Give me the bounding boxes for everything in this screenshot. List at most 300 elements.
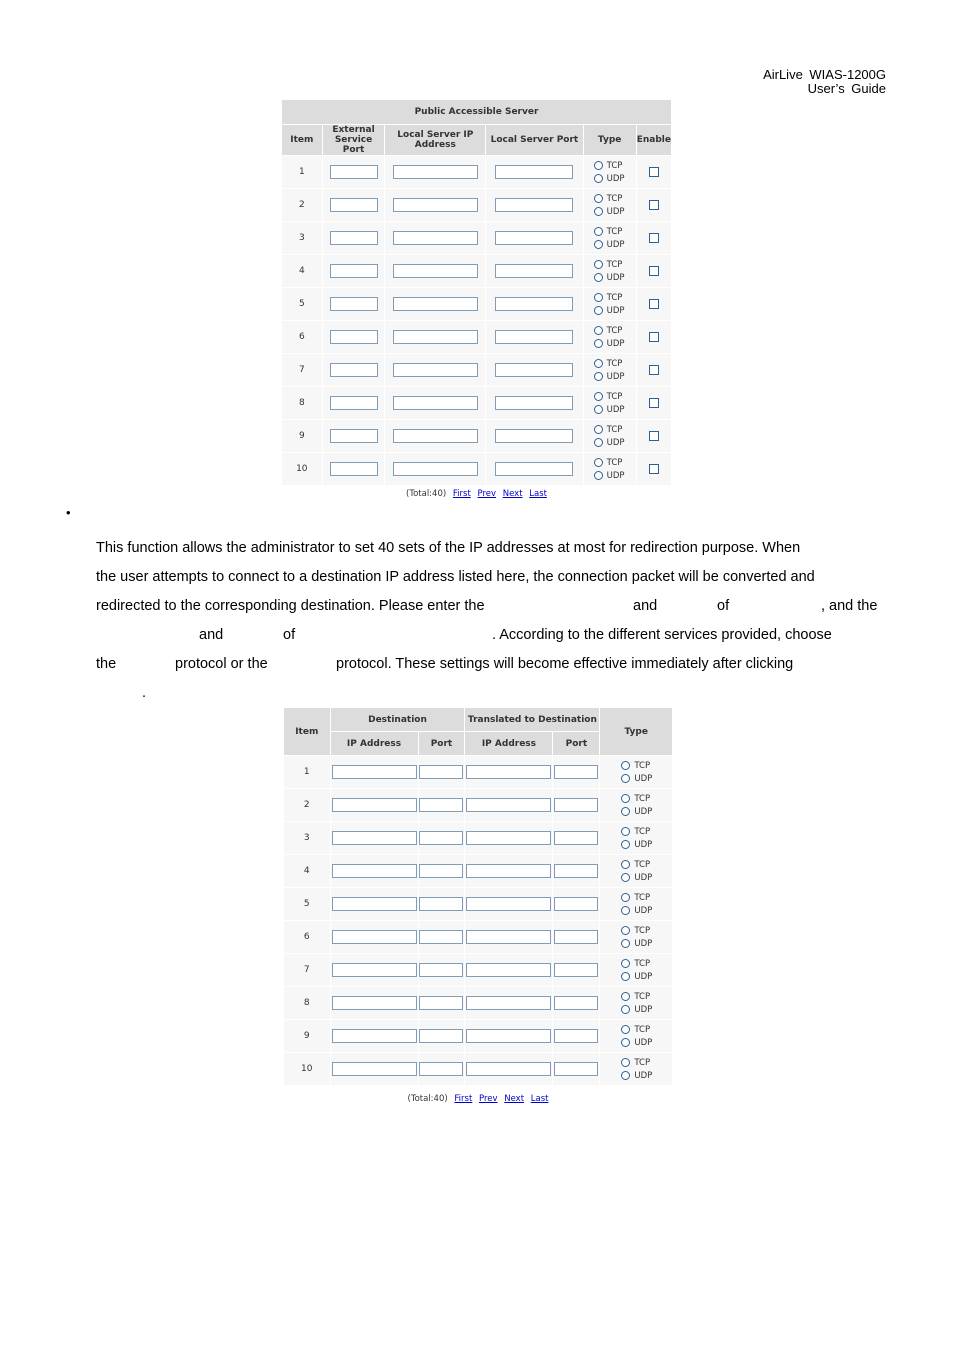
tcp-radio[interactable] xyxy=(621,1058,672,1068)
radio-circle[interactable] xyxy=(621,794,630,803)
udp-radio[interactable] xyxy=(621,840,672,850)
local-server-port-input[interactable] xyxy=(495,429,573,443)
dest-port-cell xyxy=(418,888,465,921)
udp-radio[interactable] xyxy=(594,372,636,382)
item-number: 6 xyxy=(284,921,331,954)
pager-prev-link[interactable]: Prev xyxy=(477,489,497,499)
udp-radio[interactable] xyxy=(594,174,636,184)
table-row xyxy=(284,1053,673,1086)
table-row xyxy=(282,321,672,354)
radio-label: TCP xyxy=(634,892,651,903)
radio-label: TCP xyxy=(606,358,623,369)
group-destination: Destination xyxy=(330,708,465,732)
translated-port-input[interactable] xyxy=(554,897,598,911)
translated-ip-input[interactable] xyxy=(466,765,551,779)
type-cell xyxy=(583,255,636,288)
radio-circle[interactable] xyxy=(594,471,603,480)
tcp-radio[interactable] xyxy=(594,227,636,237)
local-server-port-input[interactable] xyxy=(495,330,573,344)
external-port-cell xyxy=(322,156,385,189)
radio-circle[interactable] xyxy=(594,227,603,236)
tcp-radio[interactable] xyxy=(594,161,636,171)
local-ip-cell xyxy=(385,387,486,420)
enable-cell xyxy=(636,321,671,354)
tcp-radio[interactable] xyxy=(594,293,636,303)
type-cell xyxy=(583,222,636,255)
pager-last-link[interactable]: Last xyxy=(529,489,547,499)
radio-circle[interactable] xyxy=(621,959,630,968)
radio-label: UDP xyxy=(634,971,653,982)
destination-port-input[interactable] xyxy=(419,831,463,845)
radio-circle[interactable] xyxy=(594,260,603,269)
destination-ip-input[interactable] xyxy=(332,1029,417,1043)
type-cell xyxy=(600,855,673,888)
item-number: 10 xyxy=(284,1053,331,1086)
local-server-ip-input[interactable] xyxy=(393,231,478,245)
radio-circle[interactable] xyxy=(621,807,630,816)
enable-checkbox[interactable] xyxy=(649,332,659,342)
udp-radio[interactable] xyxy=(594,339,636,349)
radio-circle[interactable] xyxy=(621,827,630,836)
table-row xyxy=(282,156,672,189)
udp-radio[interactable] xyxy=(621,1071,672,1081)
paragraph-text: and xyxy=(633,598,658,614)
radio-circle[interactable] xyxy=(594,359,603,368)
destination-ip-input[interactable] xyxy=(332,897,417,911)
tcp-radio[interactable] xyxy=(594,392,636,402)
radio-circle[interactable] xyxy=(594,458,603,467)
dest-port-cell xyxy=(418,1020,465,1053)
radio-circle[interactable] xyxy=(621,972,630,981)
destination-ip-input[interactable] xyxy=(332,963,417,977)
translated-ip-input[interactable] xyxy=(466,996,551,1010)
radio-circle[interactable] xyxy=(621,1038,630,1047)
type-radio-group xyxy=(600,1025,672,1048)
item-number: 3 xyxy=(282,222,323,255)
type-radio-group xyxy=(600,1058,672,1081)
trans-port-cell xyxy=(553,921,600,954)
udp-radio[interactable] xyxy=(621,1005,672,1015)
col-local-server-port: Local Server Port xyxy=(486,125,583,156)
type-radio-group xyxy=(584,260,636,283)
radio-label: UDP xyxy=(606,173,625,184)
udp-radio[interactable] xyxy=(621,774,672,784)
dest-ip-cell xyxy=(330,789,418,822)
radio-circle[interactable] xyxy=(594,425,603,434)
local-server-ip-input[interactable] xyxy=(393,462,478,476)
local-server-port-input[interactable] xyxy=(495,297,573,311)
col-local-server-ip: Local Server IP Address xyxy=(385,125,486,156)
local-server-port-input[interactable] xyxy=(495,396,573,410)
item-number: 8 xyxy=(284,987,331,1020)
radio-circle[interactable] xyxy=(594,293,603,302)
translated-ip-input[interactable] xyxy=(466,864,551,878)
radio-circle[interactable] xyxy=(621,1005,630,1014)
dest-ip-cell xyxy=(330,756,418,789)
ip-redirect-table xyxy=(283,707,673,1086)
local-port-cell xyxy=(486,288,583,321)
col-trans-port: Port xyxy=(553,732,600,756)
radio-circle[interactable] xyxy=(621,939,630,948)
type-cell xyxy=(583,321,636,354)
dest-ip-cell xyxy=(330,855,418,888)
local-server-ip-input[interactable] xyxy=(393,330,478,344)
radio-label: UDP xyxy=(634,1070,653,1081)
radio-label: TCP xyxy=(634,826,651,837)
destination-ip-input[interactable] xyxy=(332,864,417,878)
tcp-radio[interactable] xyxy=(621,926,672,936)
radio-circle[interactable] xyxy=(594,392,603,401)
external-service-port-input[interactable] xyxy=(330,165,378,179)
destination-port-input[interactable] xyxy=(419,864,463,878)
destination-port-input[interactable] xyxy=(419,897,463,911)
group-translated: Translated to Destination xyxy=(465,708,600,732)
pager-total: (Total:40) xyxy=(406,489,447,499)
paragraph-line xyxy=(96,679,888,708)
translated-ip-input[interactable] xyxy=(466,930,551,944)
destination-port-input[interactable] xyxy=(419,996,463,1010)
table-row xyxy=(282,222,672,255)
dest-ip-cell xyxy=(330,954,418,987)
enable-checkbox[interactable] xyxy=(649,167,659,177)
type-cell xyxy=(600,1020,673,1053)
dest-port-cell xyxy=(418,855,465,888)
bullet-point: • xyxy=(66,505,71,520)
translated-ip-input[interactable] xyxy=(466,798,551,812)
local-server-ip-input[interactable] xyxy=(393,429,478,443)
paragraph-line xyxy=(96,621,888,650)
enable-checkbox[interactable] xyxy=(649,266,659,276)
col-enable: Enable xyxy=(636,125,671,156)
page-header xyxy=(763,68,886,96)
translated-port-input[interactable] xyxy=(554,831,598,845)
enable-checkbox[interactable] xyxy=(649,200,659,210)
item-number: 2 xyxy=(282,189,323,222)
radio-label: TCP xyxy=(606,424,623,435)
tcp-radio[interactable] xyxy=(594,425,636,435)
destination-port-input[interactable] xyxy=(419,930,463,944)
pager-prev-link[interactable]: Prev xyxy=(478,1094,498,1104)
public-accessible-server-table xyxy=(281,99,672,486)
destination-ip-input[interactable] xyxy=(332,765,417,779)
enable-checkbox[interactable] xyxy=(649,398,659,408)
col-type: Type xyxy=(600,708,673,756)
radio-circle[interactable] xyxy=(594,207,603,216)
table-row xyxy=(284,756,673,789)
guide-label: User’s Guide xyxy=(807,81,886,96)
radio-circle[interactable] xyxy=(621,1025,630,1034)
tcp-radio[interactable] xyxy=(621,827,672,837)
radio-circle[interactable] xyxy=(594,306,603,315)
external-port-cell xyxy=(322,387,385,420)
translated-port-input[interactable] xyxy=(554,996,598,1010)
tcp-radio[interactable] xyxy=(621,959,672,969)
radio-circle[interactable] xyxy=(621,1071,630,1080)
item-number: 7 xyxy=(284,954,331,987)
dest-ip-cell xyxy=(330,987,418,1020)
tcp-radio[interactable] xyxy=(594,359,636,369)
table-row xyxy=(282,189,672,222)
item-number: 9 xyxy=(284,1020,331,1053)
local-server-port-input[interactable] xyxy=(495,462,573,476)
enable-checkbox[interactable] xyxy=(649,299,659,309)
radio-circle[interactable] xyxy=(621,992,630,1001)
tcp-radio[interactable] xyxy=(621,992,672,1002)
tcp-radio[interactable] xyxy=(594,458,636,468)
radio-circle[interactable] xyxy=(594,194,603,203)
tcp-radio[interactable] xyxy=(621,761,672,771)
radio-label: UDP xyxy=(606,206,625,217)
enable-cell xyxy=(636,354,671,387)
translated-port-input[interactable] xyxy=(554,1029,598,1043)
udp-radio[interactable] xyxy=(594,207,636,217)
external-port-cell xyxy=(322,255,385,288)
udp-radio[interactable] xyxy=(594,471,636,481)
item-number: 8 xyxy=(282,387,323,420)
type-radio-group xyxy=(600,827,672,850)
radio-label: UDP xyxy=(606,437,625,448)
translated-port-input[interactable] xyxy=(554,963,598,977)
external-service-port-input[interactable] xyxy=(330,297,378,311)
tcp-radio[interactable] xyxy=(621,893,672,903)
tcp-radio[interactable] xyxy=(594,326,636,336)
local-server-ip-input[interactable] xyxy=(393,297,478,311)
destination-port-input[interactable] xyxy=(419,765,463,779)
local-server-ip-input[interactable] xyxy=(393,264,478,278)
col-trans-ip: IP Address xyxy=(465,732,553,756)
radio-circle[interactable] xyxy=(594,240,603,249)
table-row xyxy=(282,453,672,486)
item-number: 1 xyxy=(284,756,331,789)
trans-ip-cell xyxy=(465,855,553,888)
table-row xyxy=(282,387,672,420)
pager-first-link[interactable]: First xyxy=(454,1094,473,1104)
dest-port-cell xyxy=(418,756,465,789)
type-cell xyxy=(600,789,673,822)
enable-checkbox[interactable] xyxy=(649,365,659,375)
external-service-port-input[interactable] xyxy=(330,264,378,278)
translated-port-input[interactable] xyxy=(554,765,598,779)
type-cell xyxy=(600,756,673,789)
translated-port-input[interactable] xyxy=(554,930,598,944)
radio-circle[interactable] xyxy=(621,860,630,869)
udp-radio[interactable] xyxy=(594,306,636,316)
external-service-port-input[interactable] xyxy=(330,231,378,245)
radio-circle[interactable] xyxy=(594,273,603,282)
table-row xyxy=(282,420,672,453)
radio-circle[interactable] xyxy=(621,893,630,902)
type-radio-group xyxy=(584,425,636,448)
pager-first-link[interactable]: First xyxy=(452,489,471,499)
local-port-cell xyxy=(486,156,583,189)
translated-ip-input[interactable] xyxy=(466,963,551,977)
local-server-port-input[interactable] xyxy=(495,231,573,245)
external-service-port-input[interactable] xyxy=(330,330,378,344)
trans-ip-cell xyxy=(465,756,553,789)
type-radio-group xyxy=(584,293,636,316)
external-service-port-input[interactable] xyxy=(330,462,378,476)
destination-port-input[interactable] xyxy=(419,1062,463,1076)
local-port-cell xyxy=(486,453,583,486)
radio-circle[interactable] xyxy=(594,174,603,183)
external-service-port-input[interactable] xyxy=(330,429,378,443)
external-service-port-input[interactable] xyxy=(330,396,378,410)
radio-circle[interactable] xyxy=(594,339,603,348)
local-ip-cell xyxy=(385,255,486,288)
udp-radio[interactable] xyxy=(621,972,672,982)
local-server-port-input[interactable] xyxy=(495,363,573,377)
translated-ip-input[interactable] xyxy=(466,1029,551,1043)
radio-label: TCP xyxy=(634,958,651,969)
pager-next-link[interactable]: Next xyxy=(502,489,523,499)
paragraph-text: protocol. These settings will become effective immediately after clicking xyxy=(336,656,794,672)
table-row xyxy=(282,255,672,288)
local-port-cell xyxy=(486,255,583,288)
radio-label: UDP xyxy=(634,773,653,784)
radio-circle[interactable] xyxy=(621,774,630,783)
udp-radio[interactable] xyxy=(621,939,672,949)
radio-circle[interactable] xyxy=(621,873,630,882)
enable-cell xyxy=(636,189,671,222)
tcp-radio[interactable] xyxy=(621,860,672,870)
tcp-radio[interactable] xyxy=(621,794,672,804)
type-cell xyxy=(583,288,636,321)
item-number: 1 xyxy=(282,156,323,189)
local-server-ip-input[interactable] xyxy=(393,363,478,377)
udp-radio[interactable] xyxy=(594,438,636,448)
radio-label: TCP xyxy=(634,760,651,771)
enable-checkbox[interactable] xyxy=(649,431,659,441)
local-ip-cell xyxy=(385,321,486,354)
type-radio-group xyxy=(600,860,672,883)
dest-ip-cell xyxy=(330,921,418,954)
item-number: 10 xyxy=(282,453,323,486)
enable-checkbox[interactable] xyxy=(649,464,659,474)
local-server-port-input[interactable] xyxy=(495,198,573,212)
dest-ip-cell xyxy=(330,888,418,921)
table-row xyxy=(284,1020,673,1053)
radio-label: TCP xyxy=(634,793,651,804)
radio-label: TCP xyxy=(634,925,651,936)
table-row xyxy=(282,288,672,321)
trans-ip-cell xyxy=(465,1053,553,1086)
local-server-ip-input[interactable] xyxy=(393,396,478,410)
udp-radio[interactable] xyxy=(621,873,672,883)
destination-port-input[interactable] xyxy=(419,963,463,977)
radio-circle[interactable] xyxy=(621,840,630,849)
radio-label: TCP xyxy=(606,292,623,303)
dest-port-cell xyxy=(418,921,465,954)
radio-label: UDP xyxy=(606,404,625,415)
dest-port-cell xyxy=(418,1053,465,1086)
destination-ip-input[interactable] xyxy=(332,930,417,944)
type-radio-group xyxy=(600,794,672,817)
trans-ip-cell xyxy=(465,888,553,921)
item-number: 5 xyxy=(282,288,323,321)
enable-cell xyxy=(636,387,671,420)
table-row xyxy=(284,987,673,1020)
radio-circle[interactable] xyxy=(594,326,603,335)
dest-port-cell xyxy=(418,987,465,1020)
udp-radio[interactable] xyxy=(621,906,672,916)
translated-ip-input[interactable] xyxy=(466,1062,551,1076)
destination-ip-input[interactable] xyxy=(332,798,417,812)
udp-radio[interactable] xyxy=(594,273,636,283)
pager-next-link[interactable]: Next xyxy=(504,1094,525,1104)
local-ip-cell xyxy=(385,354,486,387)
destination-ip-input[interactable] xyxy=(332,831,417,845)
external-service-port-input[interactable] xyxy=(330,198,378,212)
external-service-port-input[interactable] xyxy=(330,363,378,377)
translated-ip-input[interactable] xyxy=(466,831,551,845)
enable-cell xyxy=(636,255,671,288)
radio-label: UDP xyxy=(634,1037,653,1048)
type-radio-group xyxy=(584,161,636,184)
enable-checkbox[interactable] xyxy=(649,233,659,243)
udp-radio[interactable] xyxy=(621,1038,672,1048)
radio-circle[interactable] xyxy=(621,906,630,915)
radio-label: TCP xyxy=(634,859,651,870)
destination-port-input[interactable] xyxy=(419,798,463,812)
udp-radio[interactable] xyxy=(594,405,636,415)
radio-circle[interactable] xyxy=(594,405,603,414)
local-server-ip-input[interactable] xyxy=(393,198,478,212)
pager-last-link[interactable]: Last xyxy=(530,1094,549,1104)
tcp-radio[interactable] xyxy=(594,194,636,204)
paragraph-line xyxy=(96,592,888,621)
translated-port-input[interactable] xyxy=(554,1062,598,1076)
destination-port-input[interactable] xyxy=(419,1029,463,1043)
radio-circle[interactable] xyxy=(594,161,603,170)
external-port-cell xyxy=(322,222,385,255)
item-number: 5 xyxy=(284,888,331,921)
translated-port-input[interactable] xyxy=(554,798,598,812)
trans-port-cell xyxy=(553,789,600,822)
local-server-ip-input[interactable] xyxy=(393,165,478,179)
enable-cell xyxy=(636,222,671,255)
trans-port-cell xyxy=(553,954,600,987)
paragraph-text: protocol or the xyxy=(175,656,268,672)
pager xyxy=(283,1094,673,1104)
col-dest-ip: IP Address xyxy=(330,732,418,756)
pager-total: (Total:40) xyxy=(407,1094,448,1104)
radio-circle[interactable] xyxy=(594,438,603,447)
radio-circle[interactable] xyxy=(621,926,630,935)
type-radio-group xyxy=(584,392,636,415)
translated-ip-input[interactable] xyxy=(466,897,551,911)
local-server-port-input[interactable] xyxy=(495,165,573,179)
item-number: 3 xyxy=(284,822,331,855)
table-title: Public Accessible Server xyxy=(282,100,672,125)
paragraph-text: redirected to the corresponding destination. Please enter the xyxy=(96,598,485,614)
udp-radio[interactable] xyxy=(594,240,636,250)
local-server-port-input[interactable] xyxy=(495,264,573,278)
radio-circle[interactable] xyxy=(594,372,603,381)
destination-ip-input[interactable] xyxy=(332,996,417,1010)
type-radio-group xyxy=(584,458,636,481)
radio-label: UDP xyxy=(606,239,625,250)
radio-circle[interactable] xyxy=(621,1058,630,1067)
tcp-radio[interactable] xyxy=(594,260,636,270)
paragraph-text: . xyxy=(142,685,147,701)
local-port-cell xyxy=(486,420,583,453)
translated-port-input[interactable] xyxy=(554,864,598,878)
radio-circle[interactable] xyxy=(621,761,630,770)
tcp-radio[interactable] xyxy=(621,1025,672,1035)
udp-radio[interactable] xyxy=(621,807,672,817)
trans-port-cell xyxy=(553,756,600,789)
destination-ip-input[interactable] xyxy=(332,1062,417,1076)
